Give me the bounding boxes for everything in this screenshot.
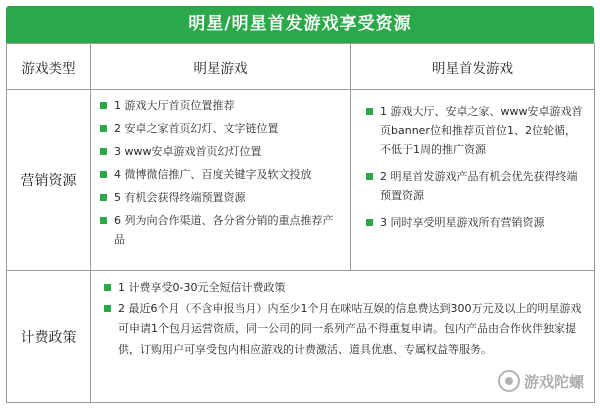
debut-marketing-cell — [351, 90, 595, 271]
green-bullet-icon — [100, 148, 107, 155]
table-title: 明星/明星首发游戏享受资源 — [6, 6, 594, 43]
list-item: 4 微博微信推广、百度关键字及软文投放 — [97, 165, 342, 184]
list-item: 2 安卓之家首页幻灯、文字链位置 — [97, 119, 342, 138]
header-star-debut-game: 明星首发游戏 — [351, 44, 595, 90]
green-bullet-icon — [366, 108, 373, 115]
green-bullet-icon — [366, 173, 373, 180]
resource-table — [6, 43, 595, 403]
header-game-type: 游戏类型 — [7, 44, 91, 90]
list-item: 6 列为向合作渠道、各分省分销的重点推荐产品 — [97, 211, 342, 249]
list-item: 3 同时享受明星游戏所有营销资源 — [363, 213, 584, 232]
list-item: 1 计费享受0-30元全短信计费政策 — [101, 278, 584, 299]
watermark-text: 游戏陀螺 — [523, 372, 584, 391]
green-bullet-icon — [100, 125, 107, 132]
list-item: 3 www安卓游戏首页幻灯位置 — [97, 142, 342, 161]
list-item: 2 明星首发游戏产品有机会优先获得终端预置资源 — [363, 167, 584, 205]
green-bullet-icon — [100, 194, 107, 201]
star-marketing-cell — [91, 90, 351, 271]
watermark — [498, 370, 584, 392]
green-bullet-icon — [366, 219, 373, 226]
resource-table-frame — [6, 6, 594, 404]
green-bullet-icon — [104, 305, 111, 312]
green-bullet-icon — [100, 171, 107, 178]
star-marketing-list — [97, 96, 342, 249]
debut-marketing-list — [363, 102, 584, 232]
header-star-game: 明星游戏 — [91, 44, 351, 90]
list-item: 2 最近6个月（不含申报当月）内至少1个月在咪咕互娱的信息费达到300万元及以上的明星游戏可申请1个包月运营资质，同一公司的同一系列产品不得重复申请。包内产品由合作伙伴独家提供，订购用户可享受包内相应游戏的计费激活、道具优惠、专属权益等服务。 — [101, 299, 584, 361]
list-item: 1 游戏大厅、安卓之家、www安卓游戏首页banner位和推荐页首位1、2位轮循，不低于1周的推广资源 — [363, 102, 584, 159]
billing-policy-list — [101, 278, 584, 360]
list-item: 1 游戏大厅首页位置推荐 — [97, 96, 342, 115]
billing-category: 计费政策 — [7, 271, 91, 403]
watermark-logo-icon — [498, 370, 520, 392]
green-bullet-icon — [100, 217, 107, 224]
list-item: 5 有机会获得终端预置资源 — [97, 188, 342, 207]
header-row — [7, 44, 595, 90]
green-bullet-icon — [104, 284, 111, 291]
marketing-row — [7, 90, 595, 271]
green-bullet-icon — [100, 102, 107, 109]
marketing-category: 营销资源 — [7, 90, 91, 271]
